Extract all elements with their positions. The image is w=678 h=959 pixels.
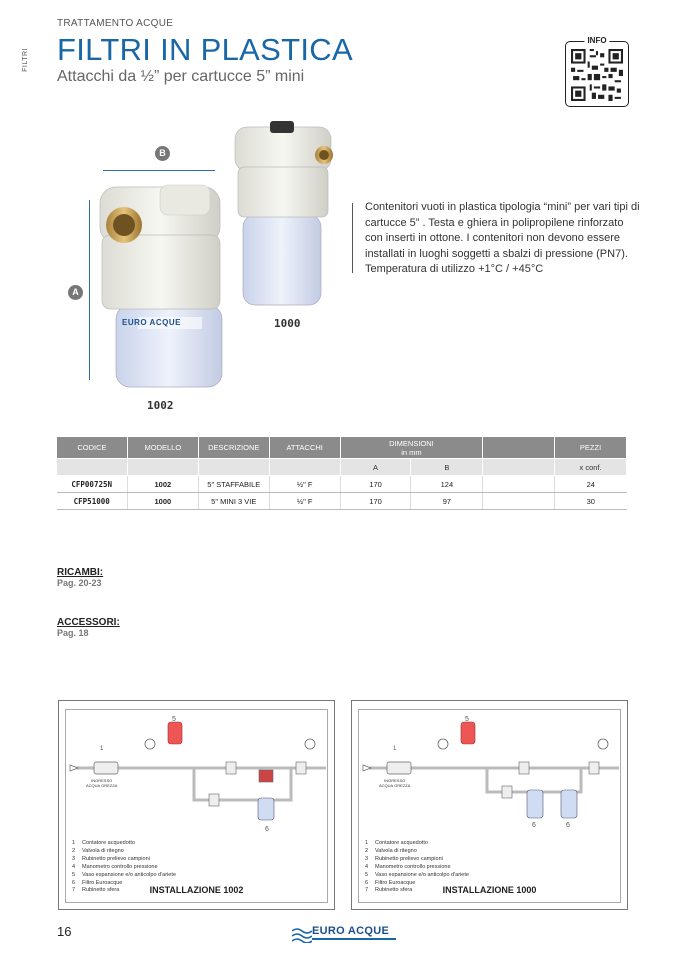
- subheader-conf: x conf.: [555, 459, 627, 476]
- cell-attacchi: ½" F: [269, 476, 340, 493]
- specs-table: [56, 436, 627, 510]
- page-title: FILTRI IN PLASTICA: [57, 32, 353, 67]
- meter-number: 1: [100, 746, 104, 752]
- subheader-empty: [269, 459, 340, 476]
- legend-item: 5 Vaso espansione e/o anticolpo d'ariete: [365, 871, 469, 878]
- plumbing-schematic: [66, 710, 329, 835]
- header-pezzi: PEZZI: [555, 437, 627, 459]
- cell-modello-link[interactable]: 1002: [127, 476, 198, 493]
- tank-number: 5: [465, 716, 469, 723]
- cell-dim-b: 97: [411, 493, 483, 510]
- product-label-1002: 1002: [147, 399, 174, 412]
- legend-item: 7 Rubinetto sfera: [72, 887, 120, 894]
- header-codice: CODICE: [57, 437, 128, 459]
- cell-pezzi: 30: [555, 493, 627, 510]
- brand-logo: [300, 923, 397, 943]
- ricambi-block[interactable]: [57, 567, 103, 588]
- filter-1002-image: [100, 185, 222, 387]
- installation-diagram-1000: [351, 700, 628, 910]
- subheader-a: A: [340, 459, 411, 476]
- diagram-frame: [65, 709, 328, 903]
- section-label: TRATTAMENTO ACQUE: [57, 18, 174, 29]
- cell-modello-link[interactable]: 1000: [127, 493, 198, 510]
- inlet-label-line2: ACQUA GREZZA: [379, 783, 411, 788]
- filter-number: 6: [265, 826, 269, 833]
- header-attacchi: ATTACCHI: [269, 437, 340, 459]
- accessori-title: ACCESSORI:: [57, 617, 120, 628]
- product-illustration: [60, 115, 350, 420]
- header-descrizione: DESCRIZIONE: [198, 437, 269, 459]
- table-row: [57, 476, 627, 493]
- product-label-1000: 1000: [274, 317, 301, 330]
- filter-number: 6: [566, 822, 570, 829]
- dimension-a-line: [89, 200, 90, 380]
- inlet-label: [379, 778, 410, 788]
- installation-diagram-1002: [58, 700, 335, 910]
- cell-dim-a: 170: [340, 476, 411, 493]
- plumbing-schematic: [359, 710, 622, 835]
- dimension-b-line: [103, 170, 215, 171]
- side-section-label: FILTRI: [22, 48, 29, 72]
- cell-codice: CFP51000: [57, 493, 128, 510]
- filter-number: 6: [532, 822, 536, 829]
- dimension-a-marker: A: [68, 285, 83, 300]
- cell-empty: [483, 493, 555, 510]
- inlet-label-line2: ACQUA GREZZA: [86, 783, 118, 788]
- accessori-block[interactable]: [57, 617, 120, 638]
- cell-dim-b: 124: [411, 476, 483, 493]
- header-dimensioni-unit: in mm: [401, 447, 422, 457]
- subheader-empty: [483, 459, 555, 476]
- brand-underline: [312, 938, 396, 940]
- filter-1000-image: [235, 121, 333, 305]
- installation-title-1000: INSTALLAZIONE 1000: [442, 885, 537, 895]
- legend-item: 3 Rubinetto prelievo campioni: [72, 855, 150, 862]
- ricambi-title: RICAMBI:: [57, 567, 104, 578]
- brand-name: EURO ACQUE: [312, 925, 390, 937]
- legend-item: 3 Rubinetto prelievo campioni: [365, 855, 443, 862]
- inlet-label-line1: INGRESSO: [384, 778, 406, 783]
- inlet-label: [86, 778, 117, 788]
- legend-item: 2 Valvola di ritegno: [72, 847, 124, 854]
- tank-number: 5: [172, 716, 176, 723]
- table-row: [57, 493, 627, 510]
- inlet-label-line1: INGRESSO: [91, 778, 113, 783]
- bowl-brand-label: EURO ACQUE: [122, 318, 181, 327]
- cell-pezzi: 24: [555, 476, 627, 493]
- legend-item: 5 Vaso espansione e/o anticolpo d'ariete: [72, 871, 176, 878]
- cell-codice: CFP00725N: [57, 476, 128, 493]
- page-subtitle: Attacchi da ½” per cartucce 5” mini: [57, 68, 305, 85]
- diagram-frame: [358, 709, 621, 903]
- qr-code[interactable]: [565, 36, 629, 107]
- description-divider: [352, 203, 353, 273]
- wave-logo-icon: [292, 925, 312, 943]
- legend-item: 4 Manometro controllo pressione: [365, 863, 451, 870]
- legend-item: 2 Valvola di ritegno: [365, 847, 417, 854]
- legend-item: 1 Contatore acquedotto: [72, 840, 135, 846]
- header-modello: MODELLO: [127, 437, 198, 459]
- ricambi-page-link[interactable]: Pag. 20-23: [57, 578, 102, 588]
- subheader-empty: [198, 459, 269, 476]
- cell-descrizione: 5" MINI 3 VIE: [198, 493, 269, 510]
- cell-descrizione: 5" STAFFABILE: [198, 476, 269, 493]
- meter-number: 1: [393, 746, 397, 752]
- accessori-page-link[interactable]: Pag. 18: [57, 628, 89, 638]
- subheader-b: B: [411, 459, 483, 476]
- legend-item: 1 Contatore acquedotto: [365, 840, 428, 846]
- product-description: Contenitori vuoti in plastica tipologia “mini” per vari tipi di cartucce 5” . Testa e ghiera in polipropilene rinforzato con inserti in ottone. I contenitori non devono essere installati in luoghi soggetti a sbalzi di pressione (PN7). Temperatura di utilizzo +1°C / +45°C: [365, 201, 640, 275]
- page-number: 16: [57, 924, 72, 939]
- header-dimensioni: [340, 437, 483, 459]
- legend-item: 7 Rubinetto sfera: [365, 887, 413, 894]
- legend-item: 6 Filtro Euroacque: [72, 879, 123, 886]
- subheader-empty: [127, 459, 198, 476]
- legend-item: 6 Filtro Euroacque: [365, 879, 416, 886]
- installation-title-1002: INSTALLAZIONE 1002: [149, 885, 244, 895]
- cell-empty: [483, 476, 555, 493]
- dimension-b-marker: B: [155, 146, 170, 161]
- cell-dim-a: 170: [340, 493, 411, 510]
- header-dimensioni-label: DIMENSIONI: [389, 438, 434, 448]
- cell-attacchi: ½" F: [269, 493, 340, 510]
- qr-icon: [571, 49, 623, 101]
- qr-info-label: INFO: [584, 36, 609, 45]
- header-empty: [483, 437, 555, 459]
- legend-item: 4 Manometro controllo pressione: [72, 863, 158, 870]
- subheader-empty: [57, 459, 128, 476]
